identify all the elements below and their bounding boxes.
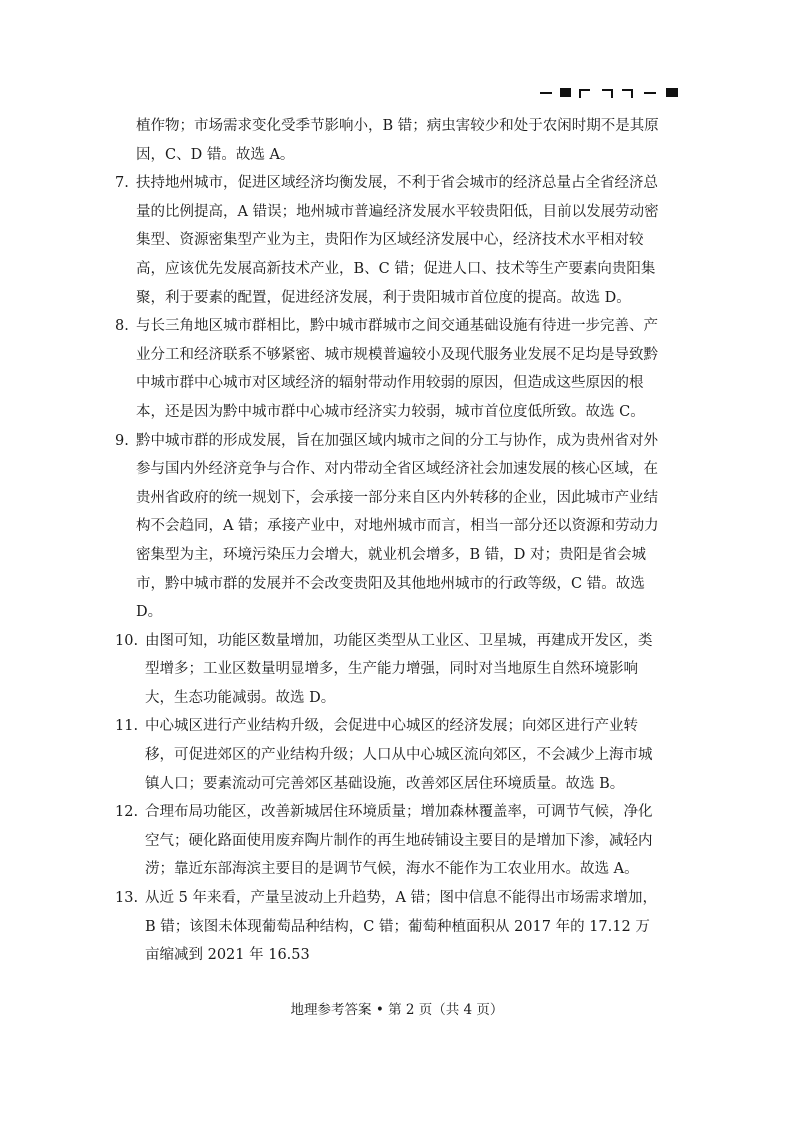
item-text: 从近 5 年来看，产量呈波动上升趋势，A 错；图中信息不能得出市场需求增加，B 错；该图未体现葡萄品种结构，C 错；葡萄种植面积从 2017 年的 17.12 万亩缩减到 2021 年 16.53 [145, 890, 658, 964]
continuation-paragraph: 植作物；市场需求变化受季节影响小，B 错；病虫害较少和处于农闲时期不是其原因，C、D 错。故选 A。 [136, 118, 659, 163]
item-number: 11. [115, 718, 139, 735]
item-number: 9. [115, 432, 129, 449]
item-text: 与长三角地区城市群相比，黔中城市群城市之间交通基础设施有待进一步完善、产业分工和经济联系不够紧密、城市规模普遍较小及现代服务业发展不足均是导致黔中城市群中心城市对区域经济的辐射带动作用较弱的原因，但造成这些原因的根本，还是因为黔中城市群中心城市经济实力较弱，城市首位度低所致。故选 C。 [136, 318, 658, 420]
answer-item-12 [115, 798, 660, 884]
item-number: 10. [115, 632, 139, 649]
item-text: 由图可知，功能区数量增加，功能区类型从工业区、卫星城，再建成开发区，类型增多；工业区数量明显增多，生产能力增强，同时对当地原生自然环境影响大，生态功能减弱。故选 D。 [145, 632, 653, 706]
item-text: 中心城区进行产业结构升级，会促进中心城区的经济发展；向郊区进行产业转移，可促进郊区的产业结构升级；人口从中心城区流向郊区，不会减少上海市城镇人口；要素流动可完善郊区基础设施，改善郊区居住环境质量。故选 B。 [145, 718, 653, 792]
page-footer: 地理参考答案 • 第 2 页（共 4 页） [290, 1002, 504, 1018]
page-corner-marks [540, 86, 690, 100]
answer-text-body [115, 112, 660, 970]
item-text: 扶持地州城市，促进区域经济均衡发展，不利于省会城市的经济总量占全省经济总量的比例提高，A 错误；地州城市普遍经济发展水平较贵阳低，目前以发展劳动密集型、资源密集型产业为主，贵阳作为区域经济发展中心，经济技术水平相对较高，应该优先发展高新技术产业，B、C 错；促进人口、技术等生产要素向贵阳集聚，利于要素的配置，促进经济发展，利于贵阳城市首位度的提高。故选 D。 [136, 175, 659, 306]
item-text: 黔中城市群的形成发展，旨在加强区域内城市之间的分工与协作，成为贵州省对外参与国内外经济竞争与合作、对内带动全省区域经济社会加速发展的核心区域，在贵州省政府的统一规划下，会承接一部分来自区内外转移的企业，因此城市产业结构不会趋同，A 错；承接产业中，对地州城市而言，相当一部分还以资源和劳动力密集型为主，环境污染压力会增大，就业机会增多，B 错，D 对；贵阳是省会城市，黔中城市群的发展并不会改变贵阳及其他地州城市的行政等级，C 错。故选 D。 [136, 432, 659, 621]
answer-item-9 [115, 427, 660, 627]
answer-item-13 [115, 884, 660, 970]
answer-item-8 [115, 312, 660, 426]
answer-item-7 [115, 169, 660, 312]
answer-item-11 [115, 712, 660, 798]
answer-item-10 [115, 627, 660, 713]
item-number: 12. [115, 804, 139, 821]
item-number: 13. [115, 890, 139, 907]
item-number: 8. [115, 318, 129, 335]
item-text: 合理布局功能区，改善新城居住环境质量；增加森林覆盖率，可调节气候，净化空气；硬化路面使用废弃陶片制作的再生地砖铺设主要目的是增加下渗，减轻内涝；靠近东部海滨主要目的是调节气候，海水不能作为工农业用水。故选 A。 [145, 804, 653, 878]
item-number: 7. [115, 175, 129, 192]
